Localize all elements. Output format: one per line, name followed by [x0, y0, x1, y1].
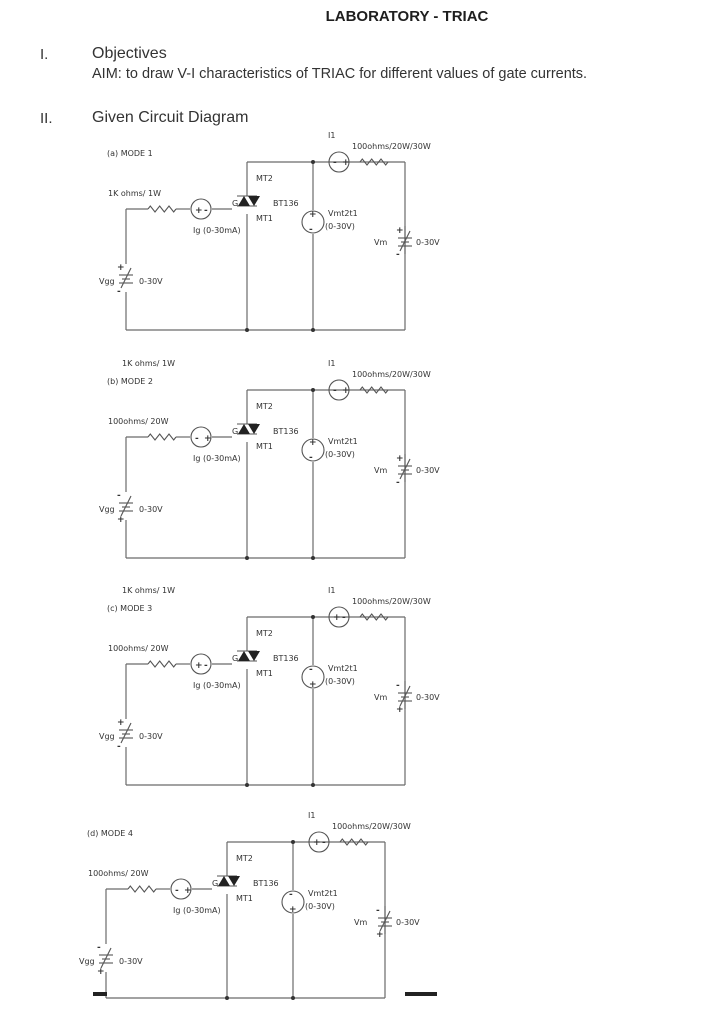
circuit-mode-1 [99, 131, 440, 332]
vgg-sign: + [97, 967, 105, 977]
mt2-label: MT2 [256, 402, 273, 411]
current-sign: + [333, 613, 341, 623]
voltmeter-label: Vmt2t1 [328, 664, 358, 673]
gate-ammeter-sign: + [195, 661, 203, 671]
triac-triangle-left [238, 651, 250, 661]
vm-sign: - [376, 906, 380, 916]
gate-resistor-symbol [128, 886, 156, 892]
gate-label: G [232, 199, 239, 208]
section-2-heading: Given Circuit Diagram [92, 109, 249, 126]
current-label: I1 [328, 586, 336, 595]
junction-node [291, 840, 295, 844]
load-resistor-symbol [360, 614, 388, 620]
vm-range: 0-30V [416, 693, 440, 702]
current-label: I1 [328, 359, 336, 368]
gate-resistor-label: 100ohms/ 20W [108, 417, 169, 426]
current-sign: - [333, 158, 337, 168]
voltmeter-sign: - [309, 665, 313, 675]
vm-sign: - [396, 250, 400, 260]
vgg-battery-variable-arrow [101, 948, 111, 968]
current-sign: + [342, 158, 350, 168]
vgg-label: Vgg [99, 505, 115, 514]
vgg-sign: + [117, 515, 125, 525]
gate-label: G [212, 879, 219, 888]
extra-label: 1K ohms/ 1W [122, 359, 176, 368]
vgg-label: Vgg [99, 732, 115, 741]
junction-node [225, 996, 229, 1000]
load-resistor-label: 100ohms/20W/30W [352, 142, 431, 151]
voltmeter-range: (0-30V) [325, 222, 355, 231]
footer-mark-left [93, 992, 107, 996]
mt2-label: MT2 [256, 174, 273, 183]
circuit-mode-3 [99, 586, 440, 787]
gate-resistor-label: 100ohms/ 20W [88, 869, 149, 878]
mode-label: (b) MODE 2 [107, 377, 153, 386]
voltmeter-range: (0-30V) [325, 450, 355, 459]
junction-node [245, 328, 249, 332]
gate-resistor-label: 1K ohms/ 1W [108, 189, 162, 198]
vgg-sign: - [117, 742, 121, 752]
gate-ammeter-sign: + [204, 434, 212, 444]
gate-ammeter-sign: - [204, 206, 208, 216]
junction-node [245, 783, 249, 787]
junction-node [311, 160, 315, 164]
voltmeter-label: Vmt2t1 [328, 209, 358, 218]
vm-sign: + [396, 454, 404, 464]
triac-triangle-left [238, 424, 250, 434]
gate-resistor-symbol [148, 206, 176, 212]
junction-node [311, 615, 315, 619]
current-sign: + [342, 386, 350, 396]
section-1-number: I. [40, 46, 49, 63]
load-resistor-symbol [360, 387, 388, 393]
gate-ammeter-sign: - [195, 434, 199, 444]
junction-node [311, 388, 315, 392]
vm-range: 0-30V [416, 238, 440, 247]
gate-resistor-symbol [148, 434, 176, 440]
vm-sign: - [396, 478, 400, 488]
junction-node [311, 783, 315, 787]
current-label: I1 [328, 131, 336, 140]
mode-label: (a) MODE 1 [107, 149, 153, 158]
aim-text: AIM: to draw V-I characteristics of TRIAC for different values of gate currents. [92, 66, 588, 82]
vgg-label: Vgg [79, 957, 95, 966]
triac-triangle-right [248, 424, 260, 434]
triac-triangle-left [218, 876, 230, 886]
current-sign: + [313, 838, 321, 848]
triac-triangle-right [248, 196, 260, 206]
voltmeter-range: (0-30V) [325, 677, 355, 686]
voltmeter-label: Vmt2t1 [308, 889, 338, 898]
circuit-mode-4 [79, 811, 420, 1000]
page-title: LABORATORY - TRIAC [325, 8, 489, 25]
vgg-sign: - [97, 943, 101, 953]
vgg-range: 0-30V [139, 732, 163, 741]
vgg-range: 0-30V [139, 505, 163, 514]
vm-sign: - [396, 681, 400, 691]
vm-label: Vm [374, 693, 388, 702]
gate-resistor-label: 100ohms/ 20W [108, 644, 169, 653]
load-resistor-symbol [340, 839, 368, 845]
gate-ammeter-label: Ig (0-30mA) [173, 906, 221, 915]
triac-label: BT136 [253, 879, 279, 888]
load-resistor-label: 100ohms/20W/30W [352, 370, 431, 379]
triac-label: BT136 [273, 199, 299, 208]
triac-triangle-right [228, 876, 240, 886]
junction-node [311, 328, 315, 332]
vgg-battery-variable-arrow [121, 496, 131, 516]
vm-range: 0-30V [396, 918, 420, 927]
vgg-sign: - [117, 491, 121, 501]
voltmeter-sign: + [309, 438, 317, 448]
voltmeter-sign: + [309, 210, 317, 220]
circuit-mode-2 [99, 359, 440, 560]
mode-label: (d) MODE 4 [87, 829, 133, 838]
vgg-sign: + [117, 718, 125, 728]
footer-mark-right [405, 992, 437, 996]
vm-range: 0-30V [416, 466, 440, 475]
mt1-label: MT1 [256, 214, 273, 223]
voltmeter-range: (0-30V) [305, 902, 335, 911]
vm-sign: + [376, 930, 384, 940]
vm-label: Vm [374, 238, 388, 247]
section-2-number: II. [40, 110, 53, 127]
gate-label: G [232, 427, 239, 436]
mt1-label: MT1 [256, 669, 273, 678]
mode-label: (c) MODE 3 [107, 604, 153, 613]
junction-node [245, 556, 249, 560]
voltmeter-sign: + [289, 905, 297, 915]
voltmeter-sign: + [309, 680, 317, 690]
extra-label: 1K ohms/ 1W [122, 586, 176, 595]
vgg-range: 0-30V [139, 277, 163, 286]
junction-node [291, 996, 295, 1000]
triac-label: BT136 [273, 427, 299, 436]
section-1-heading: Objectives [92, 45, 167, 62]
triac-triangle-right [248, 651, 260, 661]
vgg-label: Vgg [99, 277, 115, 286]
current-sign: - [322, 838, 326, 848]
gate-ammeter-label: Ig (0-30mA) [193, 454, 241, 463]
voltmeter-sign: - [289, 890, 293, 900]
vm-sign: + [396, 705, 404, 715]
gate-ammeter-sign: + [184, 886, 192, 896]
load-resistor-symbol [360, 159, 388, 165]
voltmeter-sign: - [309, 225, 313, 235]
gate-ammeter-label: Ig (0-30mA) [193, 681, 241, 690]
mt1-label: MT1 [236, 894, 253, 903]
mt1-label: MT1 [256, 442, 273, 451]
mt2-label: MT2 [236, 854, 253, 863]
load-resistor-label: 100ohms/20W/30W [352, 597, 431, 606]
current-sign: - [333, 386, 337, 396]
vm-sign: + [396, 226, 404, 236]
load-resistor-label: 100ohms/20W/30W [332, 822, 411, 831]
gate-ammeter-label: Ig (0-30mA) [193, 226, 241, 235]
vgg-sign: + [117, 263, 125, 273]
vgg-range: 0-30V [119, 957, 143, 966]
triac-label: BT136 [273, 654, 299, 663]
junction-node [311, 556, 315, 560]
vm-label: Vm [354, 918, 368, 927]
gate-label: G [232, 654, 239, 663]
voltmeter-sign: - [309, 453, 313, 463]
current-label: I1 [308, 811, 316, 820]
mt2-label: MT2 [256, 629, 273, 638]
gate-resistor-symbol [148, 661, 176, 667]
triac-triangle-left [238, 196, 250, 206]
voltmeter-label: Vmt2t1 [328, 437, 358, 446]
gate-ammeter-sign: + [195, 206, 203, 216]
gate-ammeter-sign: - [175, 886, 179, 896]
vgg-sign: - [117, 287, 121, 297]
current-sign: - [342, 613, 346, 623]
vm-label: Vm [374, 466, 388, 475]
gate-ammeter-sign: - [204, 661, 208, 671]
